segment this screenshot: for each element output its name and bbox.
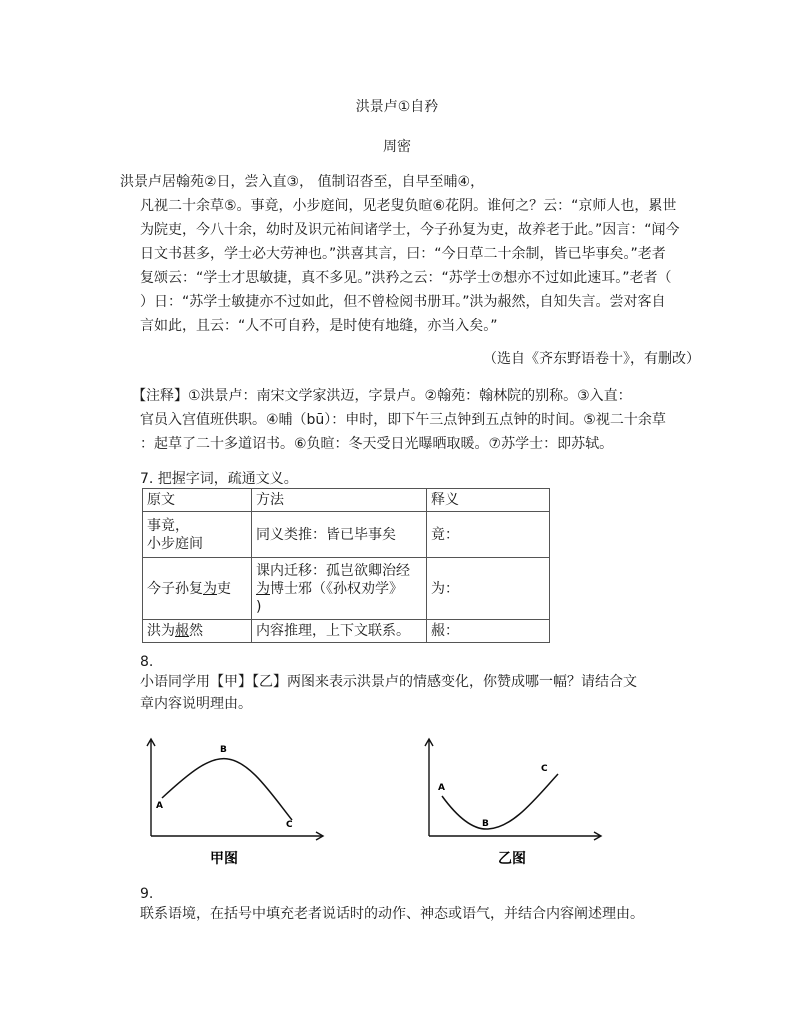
author: 周密 bbox=[383, 139, 411, 155]
q8-number: 8. bbox=[140, 654, 154, 670]
point-label: A bbox=[438, 783, 445, 793]
page-title: 洪景卢①自矜 bbox=[355, 99, 439, 115]
cell-answer[interactable]: 为： bbox=[427, 558, 550, 620]
graph-jia bbox=[140, 736, 330, 870]
source-citation: （选自《齐东野语卷十》，有删改） bbox=[483, 351, 700, 367]
q7-prompt: 7. 把握字词，疏通文义。 bbox=[140, 471, 298, 487]
cell-original: 洪为赧然 bbox=[143, 620, 252, 643]
cell-original: 今子孙复为吏 bbox=[143, 558, 252, 620]
header-cell: 方法 bbox=[252, 489, 427, 512]
table-row bbox=[143, 512, 550, 558]
point-label: A bbox=[156, 801, 163, 811]
q7-table bbox=[142, 488, 550, 643]
cell-method: 课内迁移：孤岂欲卿治经 为博士邪（《孙权劝学》 ) bbox=[252, 558, 427, 620]
table-header-row bbox=[143, 489, 550, 512]
table-row bbox=[143, 620, 550, 643]
cell-answer[interactable]: 赧： bbox=[427, 620, 550, 643]
underlined-char: 为 bbox=[203, 580, 217, 597]
cell-original: 事竟， 小步庭间 bbox=[143, 512, 252, 558]
graph-jia-curve bbox=[162, 759, 292, 820]
q9-question-line: 联系语境，在括号中填充老者说话时的动作、神态或语气，并结合内容阐述理由。 bbox=[140, 906, 644, 922]
graph-jia-caption: 甲图 bbox=[210, 851, 238, 867]
graph-yi-caption: 乙图 bbox=[498, 851, 526, 867]
passage-line: 日文书甚多，学士必大劳神也。”洪喜其言，曰：“今日草二十余制，皆已毕事矣。”老者 bbox=[140, 246, 666, 262]
passage-line: 凡视二十余草⑤。事竟，小步庭间，见老叟负暄⑥花阴。谁何之？云：“京师人也，累世 bbox=[140, 198, 677, 214]
underlined-char: 赧 bbox=[175, 623, 189, 639]
graph-yi bbox=[418, 736, 608, 870]
underlined-char: 为 bbox=[256, 580, 270, 597]
passage-line: 洪景卢居翰苑②日，尝入直③， 值制诏沓至，自早至晡④， bbox=[120, 174, 485, 190]
q8-question-line: 章内容说明理由。 bbox=[140, 696, 252, 712]
passage-line: ）日：“苏学士敏捷亦不过如此，但不曾检阅书册耳。”洪为赧然，自知失言。尝对客自 bbox=[140, 294, 666, 310]
point-label: C bbox=[541, 764, 548, 774]
graph-yi-axes bbox=[425, 739, 601, 840]
passage-line: 复颂云：“学士才思敏捷，真不多见。”洪矜之云：“苏学士⑦想亦不过如此速耳。”老者（ bbox=[140, 270, 672, 286]
q9-number: 9. bbox=[140, 886, 154, 902]
q8-question-line: 小语同学用【甲】【乙】两图来表示洪景卢的情感变化，你赞成哪一幅？请结合文 bbox=[140, 674, 637, 690]
graph-jia-axes bbox=[147, 739, 323, 840]
table-row bbox=[143, 558, 550, 620]
point-label: C bbox=[286, 820, 293, 830]
note-line: 官员入宫值班供职。④晡（bū）：申时，即下午三点钟到五点钟的时间。⑤视二十余草 bbox=[140, 412, 666, 428]
note-line: ：起草了二十多道诏书。⑥负暄：冬天受日光曝晒取暖。⑦苏学士：即苏轼。 bbox=[140, 436, 614, 452]
cell-method: 同义类推：皆已毕事矣 bbox=[252, 512, 427, 558]
note-line: 【注释】①洪景卢：南宋文学家洪迈，字景卢。②翰苑：翰林院的别称。③入直： bbox=[132, 388, 632, 404]
cell-method: 内容推理，上下文联系。 bbox=[252, 620, 427, 643]
graph-yi-curve bbox=[442, 774, 558, 829]
header-cell: 释义 bbox=[427, 489, 550, 512]
header-cell: 原文 bbox=[143, 489, 252, 512]
passage-line: 言如此，且云：“人不可自矜，是时使有地缝，亦当入矣。” bbox=[140, 318, 498, 334]
passage-line: 为院吏，今八十余，幼时及识元祐间诸学士，今子孙复为吏，故养老于此。”因言：“闻今 bbox=[140, 222, 680, 238]
point-label: B bbox=[482, 819, 489, 829]
cell-answer[interactable]: 竟： bbox=[427, 512, 550, 558]
point-label: B bbox=[220, 745, 227, 755]
